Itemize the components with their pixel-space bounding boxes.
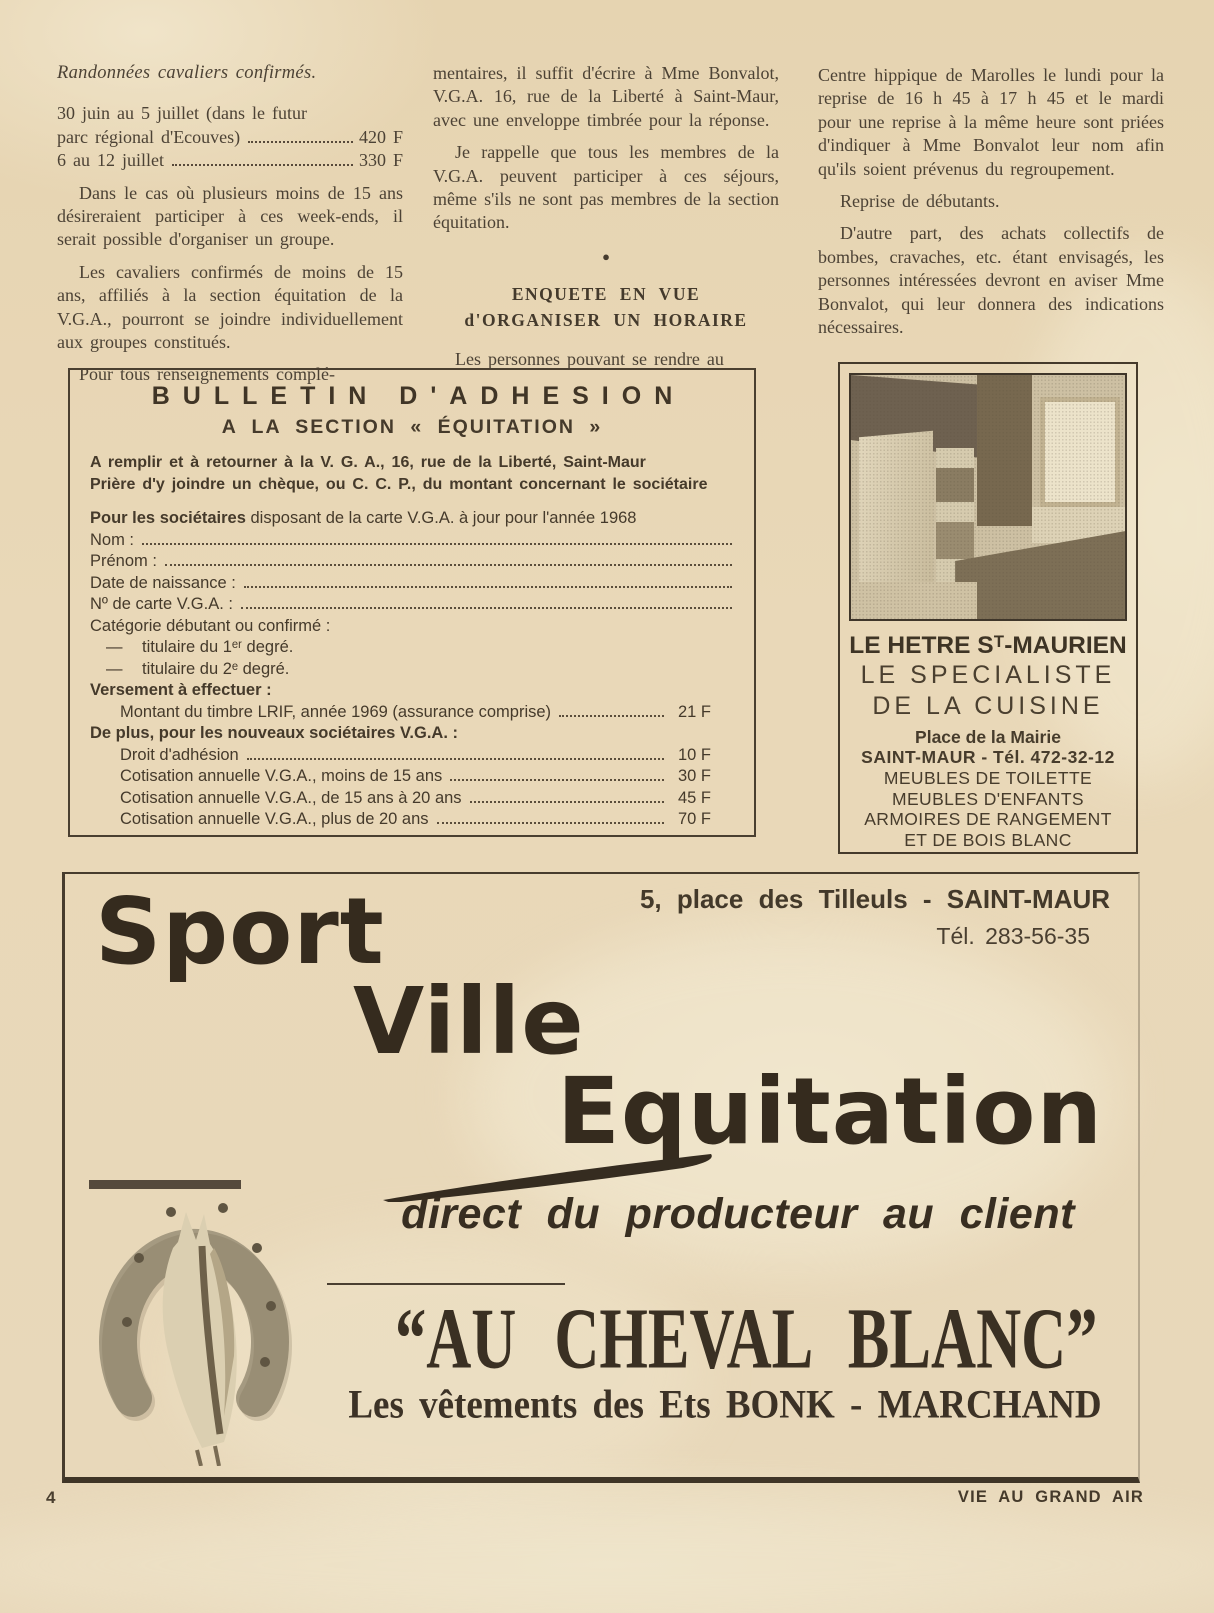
form-field-row — [90, 530, 734, 552]
fee-row — [90, 788, 734, 810]
divider — [327, 1283, 565, 1285]
dot-leader — [450, 779, 664, 781]
clothing-line: Les vêtements des Ets BONK - MARCHAND — [348, 1383, 1102, 1428]
advertiser-tagline-line: LE SPECIALISTE — [860, 661, 1116, 689]
section-divider-bullet-icon: ● — [602, 248, 610, 264]
halftone-overlay — [851, 375, 1125, 619]
ad-word-ville: Ville — [353, 968, 585, 1075]
form-instructions — [90, 452, 734, 496]
section-heading-line: ENQUETE EN VUE — [511, 284, 701, 305]
form-field-blank — [142, 543, 732, 545]
horseshoe-horse-photo — [85, 1154, 303, 1466]
schedule-line: 30 juin au 5 juillet (dans le futur — [57, 103, 307, 124]
dot-leader — [437, 822, 664, 824]
fee-label: Cotisation annuelle V.G.A., plus de 20 ans — [120, 810, 429, 828]
form-category-option — [90, 659, 734, 681]
form-field-row — [90, 594, 734, 616]
membership-form-box — [68, 368, 756, 837]
form-section-lead — [90, 508, 734, 530]
schedule-label: parc régional d'Ecouves) — [57, 126, 241, 147]
paragraph: mentaires, il suffit d'écrire à Mme Bonvalot, V.G.A. 16, rue de la Liberté à Saint-Maur, avec une enveloppe timbrée pour la réponse. — [433, 63, 779, 130]
fee-price: 30 F — [678, 767, 712, 785]
advertiser-address-line: Place de la Mairie — [915, 727, 1061, 747]
form-field-row — [90, 573, 734, 595]
ad-word-equitation: Equitation — [557, 1058, 1104, 1165]
ad-phone: Tél. 283-56-35 — [936, 923, 1090, 949]
schedule-line — [57, 149, 403, 172]
form-instruction-line: Prière d'y joindre un chèque, ou C. C. P., du montant concernant le sociétaire — [90, 476, 708, 493]
paragraph: Je rappelle que tous les membres de la V.G.A. peuvent participer à ces séjours, même s'ils ne sont pas membres de la section équitation. — [433, 142, 779, 233]
schedule-line — [57, 126, 403, 149]
page-number: 4 — [46, 1488, 56, 1507]
dot-leader — [559, 715, 664, 717]
form-category-option-label: titulaire du 1ᵉʳ degré. — [142, 638, 294, 656]
article-title: Randonnées cavaliers confirmés. — [57, 63, 317, 83]
shop-name: “AU CHEVAL BLANC” — [395, 1289, 1098, 1387]
sport-ville-equitation-ad-box — [62, 872, 1140, 1483]
kitchen-photo — [849, 373, 1127, 621]
section-heading-line: d'ORGANISER UN HORAIRE — [464, 310, 748, 331]
schedule-price: 330 F — [358, 150, 403, 171]
form-field-label: Prénom : — [90, 552, 157, 570]
form-field-blank — [165, 564, 732, 566]
dash-mark: — — [106, 638, 123, 656]
form-field-blank — [244, 586, 732, 588]
kitchen-ad-box — [838, 362, 1138, 854]
fee-label: Droit d'adhésion — [120, 745, 239, 764]
magazine-title: VIE AU GRAND AIR — [957, 1488, 1144, 1506]
dot-leader — [247, 758, 664, 760]
fee-price: 45 F — [678, 788, 712, 807]
form-category-option — [90, 637, 734, 659]
paragraph: Dans le cas où plusieurs moins de 15 ans désireraient participer à ces week-ends, il serait possible d'organiser un groupe. — [57, 182, 403, 250]
fee-price: 21 F — [678, 702, 712, 721]
form-subtitle: A LA SECTION « ÉQUITATION » — [221, 416, 603, 438]
form-field-label: Nom : — [90, 530, 135, 549]
paper-light-patch — [0, 1500, 1214, 1613]
product-line: MEUBLES DE TOILETTE — [883, 768, 1093, 788]
paragraph: Pour tous renseignements complé- — [79, 364, 335, 385]
product-line: ET DE BOIS BLANC — [904, 829, 1072, 850]
paragraph: Reprise de débutants. — [840, 191, 1000, 212]
fee-row — [90, 745, 734, 767]
fee-label: Cotisation annuelle V.G.A., de 15 ans à 20 ans — [120, 788, 462, 807]
dot-leader — [248, 141, 353, 143]
fee-label: Cotisation annuelle V.G.A., moins de 15 ans — [120, 767, 443, 785]
form-instruction-line: A remplir et à retourner à la V. G. A., 16, rue de la Liberté, Saint-Maur — [90, 454, 646, 471]
dash-mark: — — [106, 659, 123, 678]
advertiser-address-line: SAINT-MAUR - Tél. 472-32-12 — [861, 747, 1115, 767]
advertiser-tagline-line: DE LA CUISINE — [872, 692, 1104, 720]
dot-leader — [172, 164, 353, 166]
form-field-label: Nº de carte V.G.A. : — [90, 595, 233, 613]
paragraph: Les cavaliers confirmés de moins de 15 ans, affiliés à la section équitation de la V.G.A., pourront se joindre individuellement aux groupes constitués. — [57, 261, 403, 353]
paragraph: Centre hippique de Marolles le lundi pour la reprise de 16 h 45 à 17 h 45 et le mardi pour une reprise à la même heure sont priées d'indiquer à Mme Bonvalot leur nom afin qu'ils soient prévenus du regroupement. — [818, 65, 1164, 179]
form-section-lead-bold: Pour les sociétaires — [90, 509, 246, 527]
fee-row — [90, 766, 734, 788]
ad-address: 5, place des Tilleuls - SAINT-MAUR — [639, 884, 1111, 914]
paragraph: Les personnes pouvant se rendre au — [455, 349, 724, 370]
article-column-right — [818, 64, 1164, 348]
article-column-left — [57, 62, 403, 396]
form-newmembers-heading: De plus, pour les nouveaux sociétaires V.G.A. : — [90, 724, 459, 742]
form-field-label: Date de naissance : — [90, 573, 236, 592]
paragraph: D'autre part, des achats collectifs de bombes, cravaches, etc. étant envisagés, les personnes intéressées devront en aviser Mme Bonvalot, qui leur donnera des indications nécessaires. — [818, 223, 1164, 338]
form-category-option-label: titulaire du 2ᵉ degré. — [142, 659, 290, 678]
schedule-label: 6 au 12 juillet — [57, 150, 164, 171]
form-payment-heading: Versement à effectuer : — [90, 681, 272, 699]
fee-price: 70 F — [678, 810, 712, 828]
fee-row — [90, 809, 734, 831]
form-title: BULLETIN D'ADHESION — [151, 382, 686, 410]
horseshoe-horse-illustration — [85, 1154, 303, 1466]
fee-row — [90, 702, 734, 724]
form-field-blank — [241, 607, 732, 609]
article-column-middle — [433, 62, 779, 381]
ad-word-sport: Sport — [95, 878, 385, 985]
fee-label: Montant du timbre LRIF, année 1969 (assurance comprise) — [120, 702, 552, 721]
advertiser-name: LE HETRE Sᵀ-MAURIEN — [849, 632, 1127, 659]
form-section-lead-rest: disposant de la carte V.G.A. à jour pour l'année 1968 — [245, 509, 637, 527]
ad-tagline: direct du producteur au client — [401, 1190, 1075, 1238]
section-heading — [433, 281, 779, 333]
product-line: ARMOIRES DE RANGEMENT — [864, 809, 1112, 829]
dot-leader — [470, 801, 664, 803]
product-line: MEUBLES D'ENFANTS — [892, 788, 1084, 809]
form-category-label: Catégorie débutant ou confirmé : — [90, 616, 331, 635]
fee-price: 10 F — [678, 745, 712, 764]
schedule-price: 420 F — [358, 126, 403, 147]
form-field-row — [90, 551, 734, 573]
